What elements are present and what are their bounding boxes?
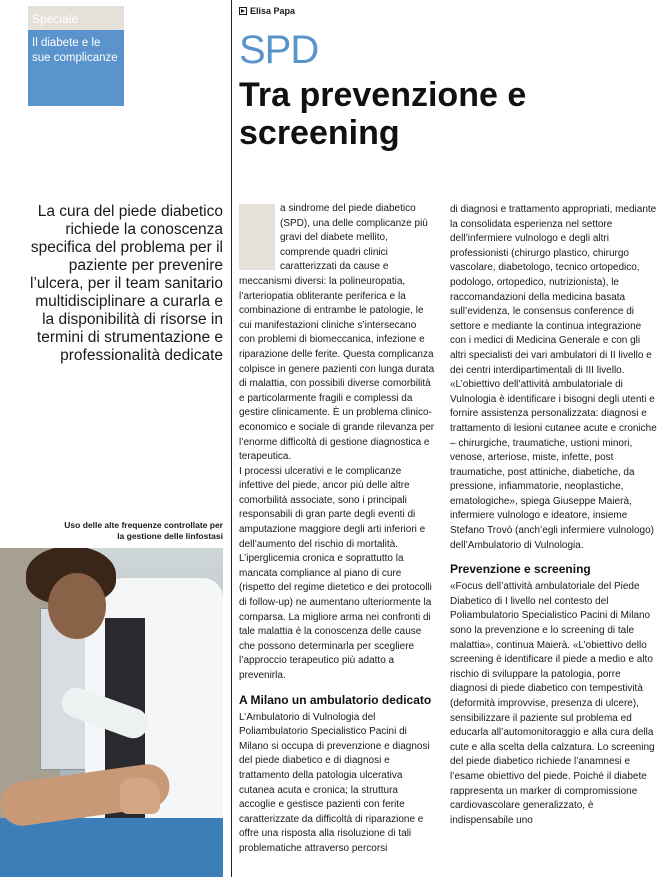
article-paragraph: L’iperglicemia cronica e soprattutto la mancata compliance al piano di cure (rispetto del regime dietetico e dei protocolli di follow-up) ne aumentano ulteriormente la comparsa. La migliore arma nei confronti di tale malattia è la conoscenza delle cause che possono determinarla per scegliere l’approccio terapeutico più adatto a prevenirla. — [239, 553, 432, 681]
drop-cap-block — [239, 204, 275, 270]
photo-head — [48, 573, 106, 639]
lead-paragraph: La cura del piede diabetico richiede la conoscenza specifica del problema per il paziente per prevenire l’ulcera, per il team sanitario multidisciplinare a curarla e la disponibilità di risorse in termini di strumentazione e professionalità dedicate — [30, 203, 223, 364]
section-heading: Prevenzione e screening — [450, 562, 591, 577]
article-paragraph: di diagnosi e trattamento appropriati, mediante la consolidata esperienza nel settore dell’infermiere vulnologo e degli altri professionisti (chirurgo plastico, chirurgo vascolare, diabetologo, tecnico ortopedico, podologo, ortopedico, nutrizionista), le raccomandazioni della medicina basata sull’evidenza, le consensus conference di settore e mediante la continua integrazione con i medici di Medicina Generale e con gli altri specialisti dei vari ambulatori di II livello e dei centri interdipartimentali di III livello. «L’obiettivo dell’attività ambulatoriale di Vulnologia è identificare i bisogni degli utenti e fornire assistenza personalizzata: diagnosi e trattamento di lesioni cutanee acute e croniche – chirurgiche, traumatiche, ustioni minori, venose, arteriose, miste, infette, post traumatiche, post attiniche, diabetiche, da pressione, infiammatorie, neoplastiche, ematologiche», spiega Giuseppe Maierà, infermiere vulnologo e ideatore, insieme Stefano Trovò (anch’egli infermiere vulnologo) dell’Ambulatorio di Vulnologia. — [450, 204, 657, 551]
article-title: Tra prevenzione e screening — [239, 76, 527, 152]
article-paragraph: «Focus dell’attività ambulatoriale del Piede Diabetico di I livello nel contesto del Poliambulatorio Specialistico Pacini di Milano sono la prevenzione e lo screening di tale malattia», continua Maierà. «L’obiettivo dello screening è identificare il piede a medio e alto rischio di sviluppare la patologia, porre diagnosi di piede diabetico con tempestività (deformità improvvise, presenza di ulcere), sensibilizzare il paziente sul problema ed educarla all’automonitoraggio e alla cura della cute e alla scelta della calzatura. Lo screening del piede diabetico richiede l’anamnesi e l’esame obiettivo del piede. Poiché il diabete rappresenta un marker di compromissione cardiovascolare generalizzato, è indispensabile uno — [450, 581, 655, 826]
article-paragraph: L’Ambulatorio di Vulnologia del Poliambulatorio Specialistico Pacini di Milano si occupa di prevenzione e diagnosi del piede diabetico e di diagnosi e trattamento della patologia ulcerativa cutanea acuta e cronica; la struttura accoglie e gestisce pazienti con ferite caratterizzate da difficoltà di riparazione e offre una risposta alla risoluzione di tali problematiche attraverso percorsi — [239, 711, 430, 854]
author-byline — [239, 6, 295, 17]
photo-bed — [0, 818, 223, 877]
section-heading: A Milano un ambulatorio dedicato — [239, 692, 432, 707]
author-name: Elisa Papa — [250, 6, 296, 16]
column-divider — [231, 0, 232, 877]
byline-arrow-icon — [239, 7, 247, 15]
section-tag-text: Il diabete e le sue complicanze — [28, 30, 124, 106]
article-paragraph: a sindrome del piede diabetico (SPD), una delle complicanze più gravi del diabete mellito, comprende quadri clinici caratterizzati da cause e meccanismi diversi: la polineuropatia, l’arteriopatia obliterante periferica e la combinazione di entrambe le patologie, le cui manifestazioni cliniche s’intersecano con problemi di biomeccanica, infezione e riparazione delle ferite. Questa complicanza colpisce in genere pazienti con lunga durata di malattia, con possibili diverse comorbilità e particolarmente fragili e complessi da gestire clinicamente. È un problema clinico-economico e sociale di grande rilevanza per l’enorme difficoltà di gestione diagnostica e terapeutica. — [239, 203, 435, 463]
photo-foot — [120, 778, 160, 814]
article-column-1 — [239, 202, 435, 857]
photo-caption: Uso delle alte frequenze controllate per la gestione delle linfostasi — [64, 520, 223, 541]
article-kicker: SPD — [239, 28, 319, 72]
section-tag-label: Speciale — [28, 6, 124, 30]
article-photo — [0, 548, 223, 877]
article-column-2 — [450, 203, 657, 828]
article-paragraph: I processi ulcerativi e le complicanze infettive del piede, ancor più delle altre comorbilità associate, sono i principali responsabili di gran parte degli eventi di amputazione maggiore degli arti inferiori e dell’aumento del rischio di mortalità. — [239, 465, 426, 550]
